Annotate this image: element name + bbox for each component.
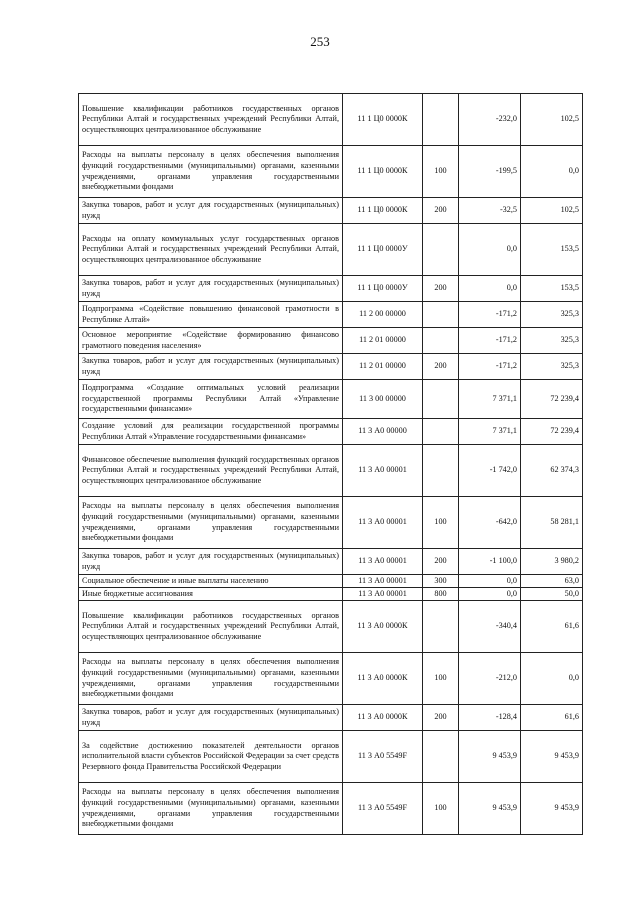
table-row (79, 224, 583, 276)
row-value-change: 7 371,1 (459, 419, 521, 445)
row-name: Расходы на выплаты персоналу в целях обеспечения выполнения функций государственными (муниципальными) органами, казенными учреждениями, органами управления государственными внебюджетными фондами (79, 653, 343, 705)
row-code: 11 3 00 00000 (343, 380, 423, 419)
row-code: 11 3 А0 00001 (343, 575, 423, 588)
row-value-change: -171,2 (459, 302, 521, 328)
row-name: Закупка товаров, работ и услуг для государственных (муниципальных) нужд (79, 198, 343, 224)
row-name: Иные бюджетные ассигнования (79, 588, 343, 601)
row-code: 11 3 А0 0000К (343, 705, 423, 731)
row-value-change: -642,0 (459, 497, 521, 549)
table-row (79, 276, 583, 302)
row-name: За содействие достижению показателей деятельности органов исполнительной власти субъектов Российской Федерации за счет средств Резервного фонда Правительства Российской Федерации (79, 731, 343, 783)
row-name: Повышение квалификации работников государственных органов Республики Алтай и государственных учреждений Республики Алтай, осуществляющих централизованное обслуживание (79, 94, 343, 146)
budget-table (78, 93, 583, 835)
row-value-change: -212,0 (459, 653, 521, 705)
row-code: 11 1 Ц0 0000К (343, 198, 423, 224)
row-name: Закупка товаров, работ и услуг для государственных (муниципальных) нужд (79, 276, 343, 302)
row-expense-type: 200 (423, 549, 459, 575)
row-value-total: 63,0 (521, 575, 583, 588)
row-value-total: 325,3 (521, 302, 583, 328)
row-value-change: 7 371,1 (459, 380, 521, 419)
row-value-total: 0,0 (521, 653, 583, 705)
table-row (79, 302, 583, 328)
row-value-change: 0,0 (459, 276, 521, 302)
row-expense-type (423, 380, 459, 419)
table-row (79, 705, 583, 731)
row-expense-type (423, 224, 459, 276)
row-name: Создание условий для реализации государственной программы Республики Алтай «Управление государственными финансами» (79, 419, 343, 445)
row-expense-type (423, 445, 459, 497)
table-row (79, 380, 583, 419)
row-value-total: 72 239,4 (521, 419, 583, 445)
row-name: Расходы на выплаты персоналу в целях обеспечения выполнения функций государственными (муниципальными) органами, казенными учреждениями, органами управления государственными внебюджетными фондами (79, 146, 343, 198)
row-code: 11 1 Ц0 0000У (343, 276, 423, 302)
row-code: 11 3 А0 00000 (343, 419, 423, 445)
row-value-change: -128,4 (459, 705, 521, 731)
row-expense-type: 100 (423, 146, 459, 198)
row-code: 11 2 00 00000 (343, 302, 423, 328)
table-row (79, 653, 583, 705)
table-row (79, 731, 583, 783)
table-row (79, 588, 583, 601)
row-value-total: 0,0 (521, 146, 583, 198)
row-expense-type: 200 (423, 276, 459, 302)
row-code: 11 3 А0 5549F (343, 783, 423, 835)
row-code: 11 3 А0 0000К (343, 653, 423, 705)
row-code: 11 3 А0 00001 (343, 445, 423, 497)
row-value-total: 153,5 (521, 224, 583, 276)
row-code: 11 2 01 00000 (343, 328, 423, 354)
row-name: Закупка товаров, работ и услуг для государственных (муниципальных) нужд (79, 549, 343, 575)
row-name: Повышение квалификации работников государственных органов Республики Алтай и государственных учреждений Республики Алтай, осуществляющих централизованное обслуживание (79, 601, 343, 653)
row-code: 11 2 01 00000 (343, 354, 423, 380)
row-code: 11 1 Ц0 0000К (343, 94, 423, 146)
row-name: Расходы на выплаты персоналу в целях обеспечения выполнения функций государственными (муниципальными) органами, казенными учреждениями, органами управления государственными внебюджетными фондами (79, 497, 343, 549)
row-expense-type: 200 (423, 354, 459, 380)
row-code: 11 3 А0 00001 (343, 497, 423, 549)
row-value-total: 153,5 (521, 276, 583, 302)
row-value-total: 3 980,2 (521, 549, 583, 575)
table-row (79, 445, 583, 497)
row-expense-type (423, 94, 459, 146)
row-value-total: 325,3 (521, 328, 583, 354)
row-value-change: 9 453,9 (459, 731, 521, 783)
table-row (79, 419, 583, 445)
row-expense-type (423, 731, 459, 783)
table-row (79, 497, 583, 549)
table-row (79, 783, 583, 835)
row-value-change: -171,2 (459, 354, 521, 380)
row-value-total: 58 281,1 (521, 497, 583, 549)
row-value-change: -171,2 (459, 328, 521, 354)
row-name: Расходы на оплату коммунальных услуг государственных органов Республики Алтай и государственных учреждений Республики Алтай, осуществляющих централизованное обслуживание (79, 224, 343, 276)
row-code: 11 3 А0 5549F (343, 731, 423, 783)
row-value-change: -232,0 (459, 94, 521, 146)
table-row (79, 575, 583, 588)
row-code: 11 3 А0 00001 (343, 549, 423, 575)
table-row (79, 94, 583, 146)
row-name: Подпрограмма «Содействие повышению финансовой грамотности в Республике Алтай» (79, 302, 343, 328)
row-name: Закупка товаров, работ и услуг для государственных (муниципальных) нужд (79, 354, 343, 380)
row-value-change: 0,0 (459, 588, 521, 601)
table-row (79, 601, 583, 653)
row-expense-type: 300 (423, 575, 459, 588)
row-value-change: 0,0 (459, 575, 521, 588)
row-expense-type: 100 (423, 497, 459, 549)
row-value-total: 9 453,9 (521, 783, 583, 835)
row-code: 11 1 Ц0 0000К (343, 146, 423, 198)
row-name: Основное мероприятие «Содействие формированию финансово грамотного поведения населения» (79, 328, 343, 354)
table-row (79, 354, 583, 380)
row-value-change: -199,5 (459, 146, 521, 198)
row-value-change: -1 100,0 (459, 549, 521, 575)
row-name: Социальное обеспечение и иные выплаты населению (79, 575, 343, 588)
table-row (79, 198, 583, 224)
row-name: Закупка товаров, работ и услуг для государственных (муниципальных) нужд (79, 705, 343, 731)
row-expense-type: 800 (423, 588, 459, 601)
page-number: 253 (310, 34, 330, 49)
row-value-total: 61,6 (521, 601, 583, 653)
row-expense-type: 100 (423, 783, 459, 835)
row-expense-type (423, 419, 459, 445)
row-code: 11 3 А0 0000К (343, 601, 423, 653)
table-row (79, 549, 583, 575)
table-row (79, 328, 583, 354)
row-value-total: 9 453,9 (521, 731, 583, 783)
row-name: Расходы на выплаты персоналу в целях обеспечения выполнения функций государственными (муниципальными) органами, казенными учреждениями, органами управления государственными внебюджетными фондами (79, 783, 343, 835)
row-value-total: 50,0 (521, 588, 583, 601)
row-value-change: 0,0 (459, 224, 521, 276)
row-value-total: 62 374,3 (521, 445, 583, 497)
row-code: 11 1 Ц0 0000У (343, 224, 423, 276)
row-expense-type: 100 (423, 653, 459, 705)
row-value-change: -32,5 (459, 198, 521, 224)
row-name: Финансовое обеспечение выполнения функций государственных органов Республики Алтай и государственных учреждений Республики Алтай, осуществляющих централизованное обслуживание (79, 445, 343, 497)
budget-table-body (79, 94, 583, 835)
row-name: Подпрограмма «Создание оптимальных условий реализации государственной программы Республики Алтай «Управление государственными финансами» (79, 380, 343, 419)
row-expense-type (423, 601, 459, 653)
row-value-total: 61,6 (521, 705, 583, 731)
row-value-change: 9 453,9 (459, 783, 521, 835)
row-expense-type (423, 328, 459, 354)
row-code: 11 3 А0 00001 (343, 588, 423, 601)
row-value-change: -1 742,0 (459, 445, 521, 497)
row-value-total: 102,5 (521, 94, 583, 146)
row-expense-type: 200 (423, 198, 459, 224)
row-value-total: 102,5 (521, 198, 583, 224)
row-value-total: 325,3 (521, 354, 583, 380)
row-expense-type (423, 302, 459, 328)
row-value-total: 72 239,4 (521, 380, 583, 419)
table-row (79, 146, 583, 198)
row-expense-type: 200 (423, 705, 459, 731)
row-value-change: -340,4 (459, 601, 521, 653)
